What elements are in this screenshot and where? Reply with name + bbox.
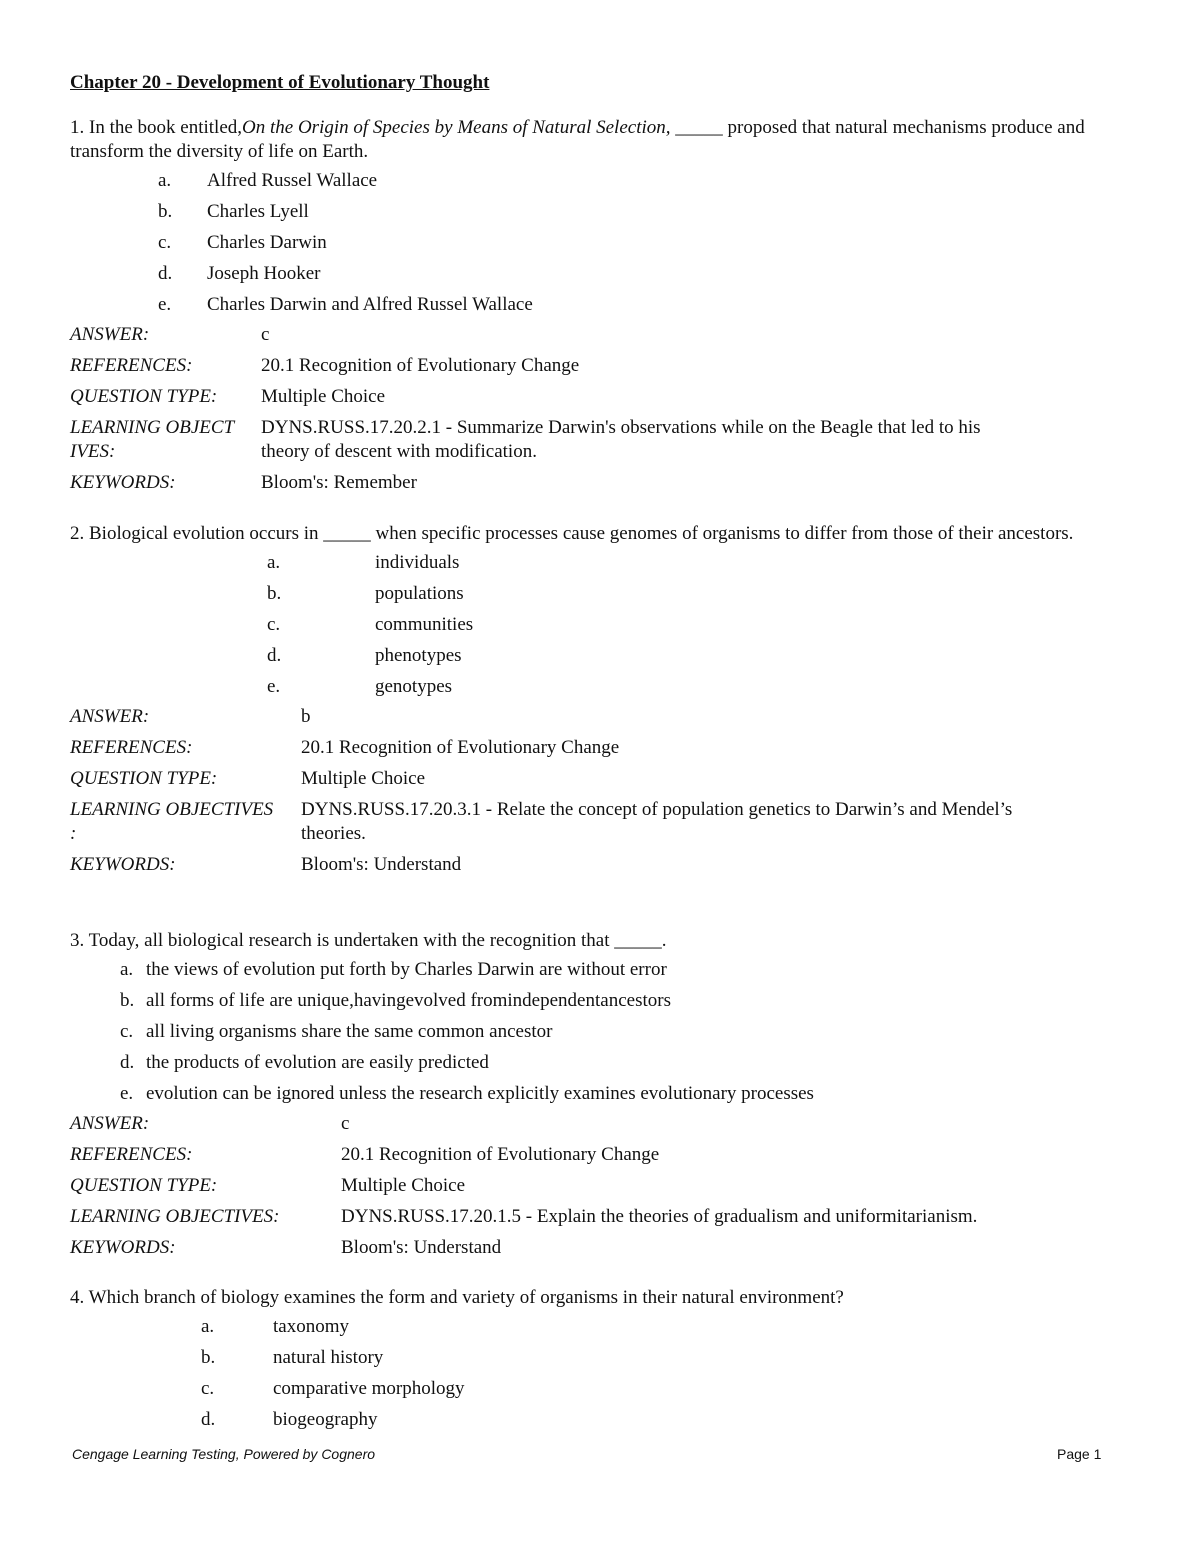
- value-line: theory of descent with modification.: [261, 441, 537, 462]
- option-text: natural history: [273, 1347, 384, 1368]
- option-text: Charles Darwin and Alfred Russel Wallace: [207, 294, 533, 315]
- answer-label: ANSWER:: [70, 324, 150, 345]
- option-letter: c.: [267, 614, 281, 635]
- question-stem: 2. Biological evolution occurs in _____ when specific processes cause genomes of organisms to differ from those of their ancestors.: [70, 523, 1074, 544]
- answer-value: c: [261, 324, 270, 345]
- option-a: [70, 547, 1130, 578]
- references-value: 20.1 Recognition of Evolutionary Change: [261, 355, 580, 376]
- learning-objectives-value: DYNS.RUSS.17.20.1.5 - Explain the theories of gradualism and uniformitarianism.: [341, 1206, 978, 1227]
- question-stem: 3. Today, all biological research is undertaken with the recognition that _____.: [70, 930, 667, 951]
- option-text: Alfred Russel Wallace: [207, 170, 378, 191]
- option-letter: a.: [158, 170, 172, 191]
- option-text: all forms of life are unique,havingevolved fromindependentancestors: [146, 990, 671, 1011]
- option-d: [70, 640, 1130, 671]
- option-text: taxonomy: [273, 1316, 349, 1337]
- option-letter: b.: [158, 201, 173, 222]
- learning-objectives-value: [301, 798, 1141, 846]
- option-c: [70, 1373, 1130, 1404]
- question-2: [70, 522, 1130, 881]
- option-text: populations: [375, 583, 464, 604]
- keywords-label: KEYWORDS:: [70, 1237, 176, 1258]
- option-a: [70, 165, 1130, 196]
- question-type-label: QUESTION TYPE:: [70, 386, 218, 407]
- option-b: [70, 985, 1130, 1016]
- question-type-label: QUESTION TYPE:: [70, 768, 218, 789]
- question-1: [70, 116, 1130, 499]
- answer-value: b: [301, 706, 311, 727]
- option-letter: d.: [267, 645, 282, 666]
- label-line: LEARNING OBJECTIVES: [70, 799, 274, 820]
- question-stem: [70, 116, 1130, 164]
- question-metadata: [70, 1109, 1130, 1264]
- option-letter: a.: [120, 959, 134, 980]
- keywords-label: KEYWORDS:: [70, 472, 176, 493]
- option-letter: d.: [201, 1409, 216, 1430]
- option-letter: c.: [201, 1378, 215, 1399]
- option-b: [70, 1342, 1130, 1373]
- stem-text: 1. In the book entitled,: [70, 117, 243, 138]
- option-d: [70, 258, 1130, 289]
- option-letter: e.: [267, 676, 281, 697]
- book-title: On the Origin of Species by Means of Natural Selection,: [242, 117, 671, 138]
- option-letter: a.: [201, 1316, 215, 1337]
- question-stem: 4. Which branch of biology examines the form and variety of organisms in their natural environment?: [70, 1287, 844, 1308]
- keywords-value: Bloom's: Understand: [341, 1237, 502, 1258]
- option-letter: a.: [267, 552, 281, 573]
- option-e: [70, 671, 1130, 702]
- footer-page-number: Page 1: [1057, 1446, 1102, 1462]
- option-d: [70, 1404, 1130, 1435]
- label-line: LEARNING OBJECT: [70, 417, 235, 438]
- learning-objectives-label: [70, 416, 260, 464]
- answer-value: c: [341, 1113, 350, 1134]
- option-e: [70, 289, 1130, 320]
- option-c: [70, 609, 1130, 640]
- option-letter: c.: [120, 1021, 134, 1042]
- question-type-value: Multiple Choice: [341, 1175, 466, 1196]
- option-text: all living organisms share the same common ancestor: [146, 1021, 553, 1042]
- footer-publisher: Cengage Learning Testing, Powered by Cognero: [72, 1446, 376, 1462]
- option-text: communities: [375, 614, 474, 635]
- option-a: [70, 1311, 1130, 1342]
- label-line: :: [70, 823, 77, 844]
- option-text: biogeography: [273, 1409, 378, 1430]
- page-title: Chapter 20 - Development of Evolutionary Thought: [70, 72, 490, 93]
- option-text: the products of evolution are easily predicted: [146, 1052, 489, 1073]
- option-letter: b.: [201, 1347, 216, 1368]
- stem-text: _____ proposed that natural mechanisms produce and transform the diversity of life on Earth.: [70, 117, 1085, 162]
- keywords-label: KEYWORDS:: [70, 854, 176, 875]
- question-3: [70, 929, 1130, 1264]
- option-letter: b.: [267, 583, 282, 604]
- option-b: [70, 578, 1130, 609]
- option-c: [70, 1016, 1130, 1047]
- references-label: REFERENCES:: [70, 737, 193, 758]
- learning-objectives-label: LEARNING OBJECTIVES:: [70, 1206, 280, 1227]
- option-a: [70, 954, 1130, 985]
- value-line: DYNS.RUSS.17.20.2.1 - Summarize Darwin's observations while on the Beagle that led to his: [261, 417, 981, 438]
- references-label: REFERENCES:: [70, 355, 193, 376]
- learning-objectives-label: [70, 798, 302, 846]
- option-letter: d.: [120, 1052, 135, 1073]
- option-b: [70, 196, 1130, 227]
- option-letter: b.: [120, 990, 135, 1011]
- answer-label: ANSWER:: [70, 1113, 150, 1134]
- answer-label: ANSWER:: [70, 706, 150, 727]
- learning-objectives-value: [261, 416, 1121, 464]
- option-e: [70, 1078, 1130, 1109]
- option-text: evolution can be ignored unless the research explicitly examines evolutionary processes: [146, 1083, 814, 1104]
- option-letter: d.: [158, 263, 173, 284]
- references-label: REFERENCES:: [70, 1144, 193, 1165]
- question-metadata: [70, 702, 1130, 881]
- option-text: Charles Darwin: [207, 232, 327, 253]
- option-text: genotypes: [375, 676, 453, 697]
- option-letter: c.: [158, 232, 172, 253]
- option-text: the views of evolution put forth by Charles Darwin are without error: [146, 959, 667, 980]
- value-line: theories.: [301, 823, 366, 844]
- option-text: Joseph Hooker: [207, 263, 321, 284]
- option-text: Charles Lyell: [207, 201, 309, 222]
- option-c: [70, 227, 1130, 258]
- references-value: 20.1 Recognition of Evolutionary Change: [301, 737, 620, 758]
- keywords-value: Bloom's: Remember: [261, 472, 417, 493]
- option-text: comparative morphology: [273, 1378, 465, 1399]
- question-type-value: Multiple Choice: [261, 386, 386, 407]
- option-letter: e.: [158, 294, 172, 315]
- option-text: phenotypes: [375, 645, 462, 666]
- option-text: individuals: [375, 552, 460, 573]
- question-4: [70, 1286, 1130, 1435]
- label-line: IVES:: [70, 441, 116, 462]
- keywords-value: Bloom's: Understand: [301, 854, 462, 875]
- question-metadata: [70, 320, 1130, 499]
- question-type-label: QUESTION TYPE:: [70, 1175, 218, 1196]
- question-type-value: Multiple Choice: [301, 768, 426, 789]
- option-letter: e.: [120, 1083, 134, 1104]
- references-value: 20.1 Recognition of Evolutionary Change: [341, 1144, 660, 1165]
- option-d: [70, 1047, 1130, 1078]
- value-line: DYNS.RUSS.17.20.3.1 - Relate the concept of population genetics to Darwin’s and Mendel’s: [301, 799, 1013, 820]
